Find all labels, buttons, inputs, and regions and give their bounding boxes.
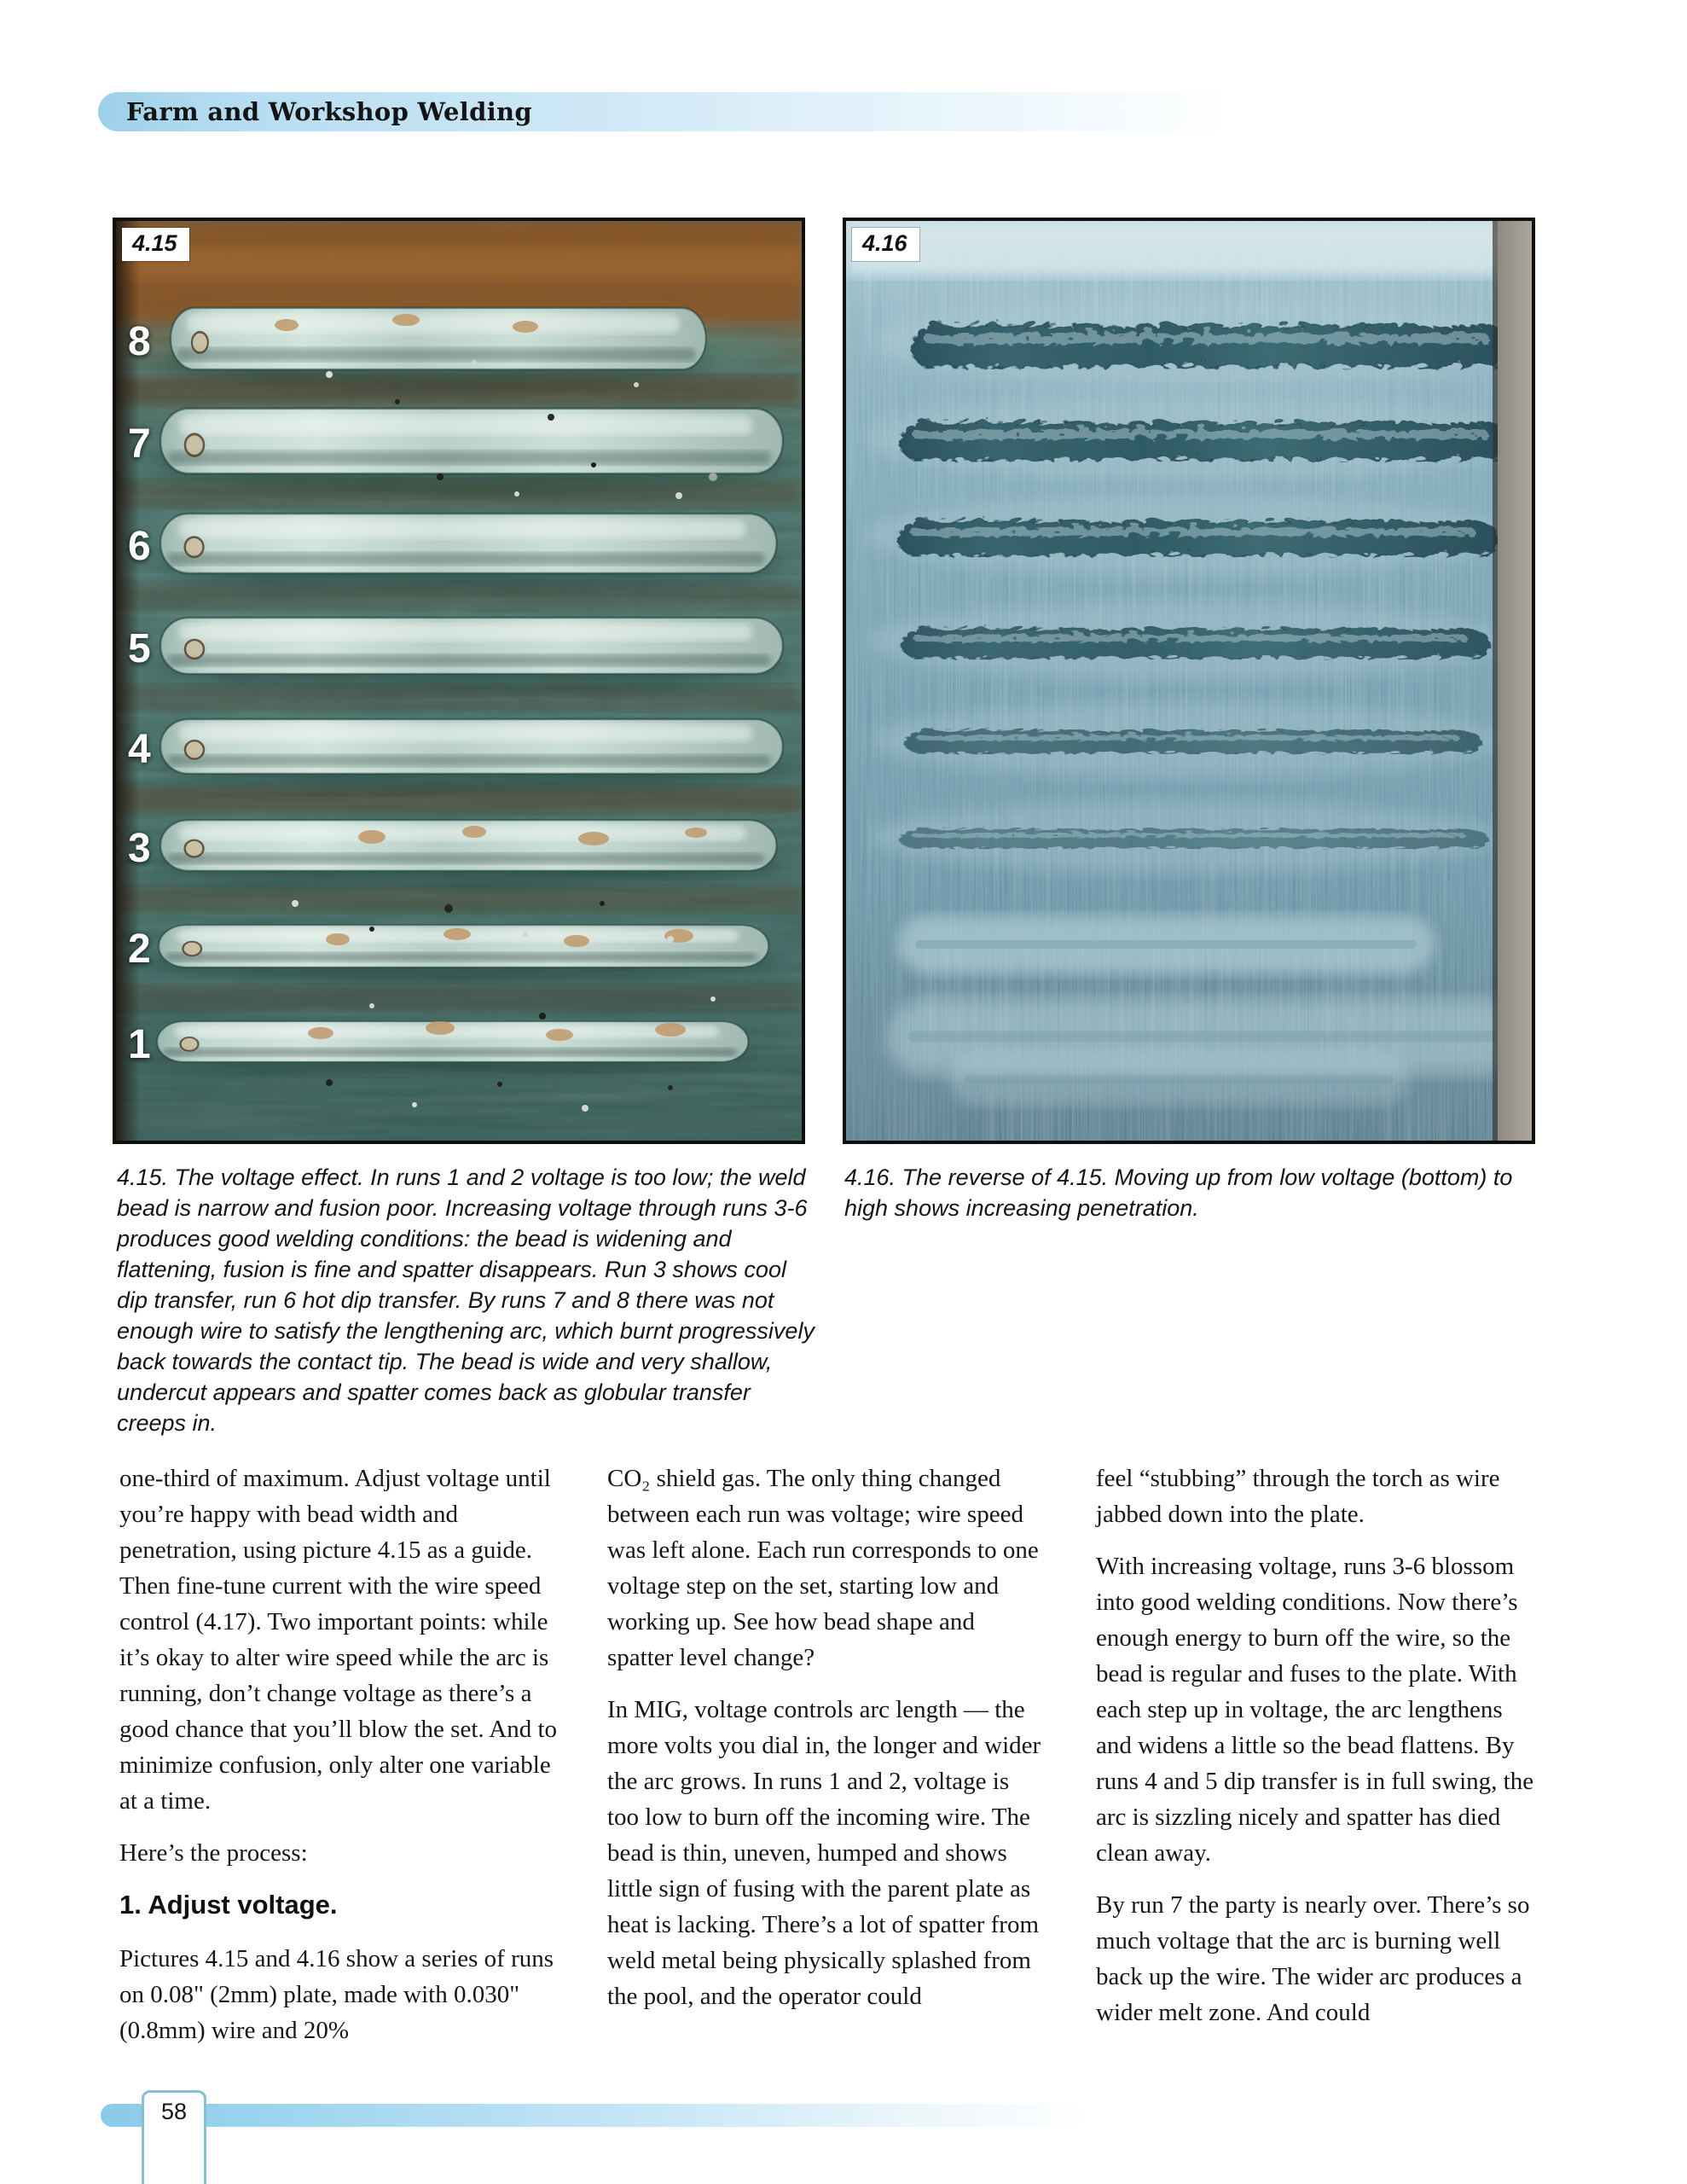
weld-bead-run-5 (154, 618, 789, 692)
figure-label-4-16: 4.16 (852, 228, 919, 261)
run-number-7: 7 (128, 421, 151, 467)
paragraph: one-third of maximum. Adjust voltage until you’re happy with bead width and penetration, using picture 4.15 as a guide. Then fine-tune current with the wire speed control (4.17). Two important points: while it’s okay to alter wire speed while the arc is running, don’t change voltage as there’s a good chance that you’ll blow the set. And to minimize confusion, only alter one variable at a time. (119, 1465, 558, 1815)
weld-bead-run-7 (154, 409, 789, 495)
chapter-header-bar (98, 92, 1333, 131)
text-column-1 (119, 1461, 558, 2065)
footer-bar (101, 2104, 1090, 2127)
paragraph: With increasing voltage, runs 3-6 blossom into good welding conditions. Now there’s enough energy to burn off the wire, so the bead is regular and fuses to the plate. With each step up in voltage, the arc lengthens and widens a little so the bead flattens. By runs 4 and 5 dip transfer is in full swing, the arc is sizzling nicely and spatter has died clean away. (1096, 1553, 1534, 1867)
penetration-row-6 (896, 828, 1484, 846)
paragraph: By run 7 the party is nearly over. There’s so much voltage that the arc is burning well back up the wire. The wider arc produces a wider melt zone. And could (1096, 1891, 1530, 2026)
text-column-3 (1096, 1461, 1534, 2047)
paragraph: feel “stubbing” through the torch as wire jabbed down into the plate. (1096, 1465, 1500, 1528)
weld-runs-front-photo (116, 221, 802, 1141)
paragraph: In MIG, voltage controls arc length — the more volts you dial in, the longer and wider the arc grows. In runs 1 and 2, voltage is too low to burn off the incoming wire. The bead is thin, uneven, humped and shows little sign of fusing with the parent plate as heat is lacking. There’s a lot of spatter from weld metal being physically splashed from the pool, and the operator could (607, 1696, 1041, 2010)
weld-bead-run-4 (154, 719, 789, 791)
caption-4-15: 4.15. The voltage effect. In runs 1 and 2 voltage is too low; the weld bead is narrow and fusion poor. Increasing voltage through runs 3-6 produces good welding conditions: the bead is widening and flattening, fusion is fine and spatter disappears. Run 3 shows cool dip transfer, run 6 hot dip transfer. By runs 7 and 8 there was not enough wire to satisfy the lengthening arc, which burnt progressively back towards the contact tip. The bead is wide and very shallow, undercut appears and spatter comes back as globular transfer creeps in. (117, 1165, 815, 1436)
book-title: Farm and Workshop Welding (126, 97, 532, 126)
page-number-tab (142, 2090, 206, 2184)
run-number-8: 8 (128, 319, 151, 364)
penetration-row-7 (897, 915, 1435, 973)
figure-label-4-15: 4.15 (122, 228, 189, 261)
penetration-row-5 (901, 729, 1477, 750)
figure-4-15-photo (113, 218, 805, 1144)
run-number-2: 2 (128, 926, 151, 972)
run-number-5: 5 (128, 626, 151, 671)
weld-bead-run-8 (165, 308, 711, 390)
penetration-row-3 (894, 519, 1494, 552)
text-column-2 (607, 1461, 1046, 2030)
paragraph: CO₂ shield gas. The only thing changed between each run was voltage; wire speed was left alone. Each run corresponds to one voltage step on the set, starting low and working up. See how bead shape and spatter level change? (607, 1465, 1039, 1671)
penetration-row-1 (907, 322, 1508, 362)
figure-4-16-photo (843, 218, 1535, 1144)
caption-4-16: 4.16. The reverse of 4.15. Moving up from low voltage (bottom) to high shows increasing penetration. (844, 1165, 1513, 1221)
paragraph: Pictures 4.15 and 4.16 show a series of runs on 0.08" (2mm) plate, made with 0.030" (0.8mm) wire and 20% (119, 1945, 554, 2044)
subheading-adjust-voltage: 1. Adjust voltage. (119, 1890, 338, 1920)
penetration-row-2 (896, 420, 1508, 456)
run-number-3: 3 (128, 826, 151, 871)
penetration-row-4 (897, 627, 1486, 655)
run-number-4: 4 (128, 727, 151, 772)
paragraph: Here’s the process: (119, 1839, 308, 1867)
weld-runs-reverse-photo (846, 221, 1532, 1141)
run-number-6: 6 (128, 524, 151, 569)
run-number-1: 1 (128, 1022, 151, 1067)
page-number: 58 (160, 2099, 188, 2124)
weld-bead-run-6 (154, 514, 783, 592)
